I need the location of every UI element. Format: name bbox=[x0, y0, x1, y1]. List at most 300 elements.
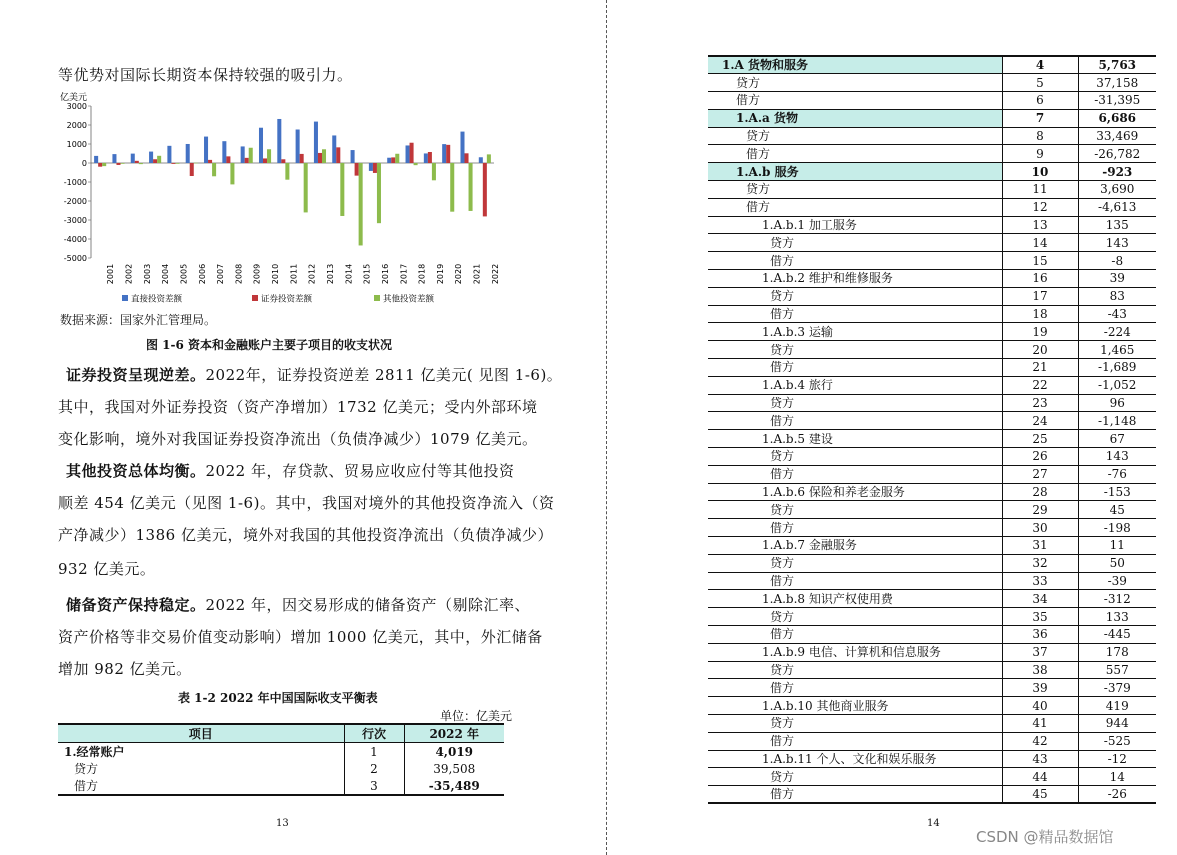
item-cell: 借方 bbox=[708, 92, 1002, 110]
header-cell: 项目 bbox=[58, 724, 344, 743]
text-line bbox=[58, 560, 155, 578]
item-cell: 贷方 bbox=[708, 287, 1002, 305]
value-cell: -26 bbox=[1078, 786, 1156, 804]
value-cell: -76 bbox=[1078, 465, 1156, 483]
item-cell: 贷方 bbox=[708, 714, 1002, 732]
table-row bbox=[708, 786, 1156, 804]
bar-securities-investment bbox=[153, 159, 157, 163]
value-cell: 133 bbox=[1078, 608, 1156, 626]
text-line bbox=[58, 628, 543, 646]
line-text: 资产价格等非交易价值变动影响）增加 1000 亿美元，其中，外汇储备 bbox=[58, 628, 543, 646]
table-row bbox=[708, 127, 1156, 145]
bar-other-investment bbox=[120, 163, 124, 164]
table-row bbox=[708, 287, 1156, 305]
item-cell: 贷方 bbox=[708, 394, 1002, 412]
value-cell: -312 bbox=[1078, 590, 1156, 608]
row-number-cell: 43 bbox=[1002, 750, 1078, 768]
legend-label: 直接投资差额 bbox=[131, 294, 183, 305]
legend-swatch bbox=[252, 295, 258, 301]
value-cell: 33,469 bbox=[1078, 127, 1156, 145]
y-tick-label: 2000 bbox=[66, 121, 87, 130]
x-tick-label: 2015 bbox=[362, 263, 372, 285]
bar-securities-investment bbox=[135, 161, 139, 163]
item-cell: 贷方 bbox=[708, 181, 1002, 199]
table-row bbox=[708, 92, 1156, 110]
x-tick-label: 2009 bbox=[252, 263, 262, 285]
bar-direct-investment bbox=[186, 144, 190, 163]
value-cell: -1,148 bbox=[1078, 412, 1156, 430]
y-tick-label: 1000 bbox=[66, 140, 87, 149]
bar-direct-investment bbox=[479, 157, 483, 163]
bar-direct-investment bbox=[314, 122, 318, 163]
row-number-cell: 30 bbox=[1002, 519, 1078, 537]
table-row bbox=[708, 537, 1156, 555]
item-cell: 1.A.b.2 维护和维修服务 bbox=[708, 270, 1002, 288]
value-cell: 39 bbox=[1078, 270, 1156, 288]
x-tick-label: 2011 bbox=[289, 263, 299, 285]
y-tick-label: 0 bbox=[81, 159, 87, 168]
bar-direct-investment bbox=[387, 158, 391, 163]
value-cell: 67 bbox=[1078, 430, 1156, 448]
table-1-2 bbox=[58, 723, 504, 796]
text-line bbox=[66, 462, 514, 480]
value-cell: 14 bbox=[1078, 768, 1156, 786]
row-number-cell: 21 bbox=[1002, 359, 1078, 377]
legend-label: 其他投资差额 bbox=[383, 294, 435, 305]
table-1-2-continued bbox=[708, 55, 1156, 804]
x-tick-label: 2019 bbox=[435, 263, 445, 285]
table-row bbox=[708, 465, 1156, 483]
bar-securities-investment bbox=[318, 153, 322, 163]
line-text: 变化影响，境外对我国证券投资净流出（负债净减少）1079 亿美元。 bbox=[58, 430, 538, 448]
item-cell: 1.A.b.5 建设 bbox=[708, 430, 1002, 448]
row-number-cell: 31 bbox=[1002, 537, 1078, 555]
table-row bbox=[708, 163, 1156, 181]
value-cell: -525 bbox=[1078, 732, 1156, 750]
table-row bbox=[708, 483, 1156, 501]
bar-other-investment bbox=[359, 163, 363, 245]
item-cell: 贷方 bbox=[708, 608, 1002, 626]
value-cell: 83 bbox=[1078, 287, 1156, 305]
bar-securities-investment bbox=[281, 159, 285, 163]
table-row bbox=[708, 661, 1156, 679]
value-cell: 1,465 bbox=[1078, 341, 1156, 359]
bar-direct-investment bbox=[460, 132, 464, 163]
item-cell: 1.A.b 服务 bbox=[708, 163, 1002, 181]
bar-direct-investment bbox=[332, 135, 336, 163]
item-cell: 1.A.b.10 其他商业服务 bbox=[708, 697, 1002, 715]
item-cell: 贷方 bbox=[708, 554, 1002, 572]
bar-securities-investment bbox=[336, 147, 340, 163]
value-cell: -153 bbox=[1078, 483, 1156, 501]
bar-other-investment bbox=[139, 163, 143, 164]
x-tick-label: 2004 bbox=[161, 263, 171, 285]
legend-swatch bbox=[122, 295, 128, 301]
value-cell: -12 bbox=[1078, 750, 1156, 768]
y-tick-label: -3000 bbox=[63, 216, 87, 225]
line-text: 2022 年，因交易形成的储备资产（剔除汇率、 bbox=[205, 596, 530, 614]
header-cell: 行次 bbox=[344, 724, 404, 743]
bar-securities-investment bbox=[190, 163, 194, 176]
line-text: 顺差 454 亿美元（见图 1-6)。其中，我国对境外的其他投资净流入（资 bbox=[58, 494, 555, 512]
text-line bbox=[58, 398, 537, 416]
table-row bbox=[708, 768, 1156, 786]
y-axis-label: 亿美元 bbox=[60, 93, 88, 103]
line-text: 产净减少）1386 亿美元，境外对我国的其他投资净流出（负债净减少） bbox=[58, 526, 553, 544]
text-line bbox=[58, 430, 537, 448]
bar-other-investment bbox=[212, 163, 216, 176]
row-number-cell: 28 bbox=[1002, 483, 1078, 501]
line-text: 其中，我国对外证券投资（资产净增加）1732 亿美元；受内外部环境 bbox=[58, 398, 538, 416]
bar-other-investment bbox=[249, 148, 253, 163]
figure-caption: 图 1-6 资本和金融账户主要子项目的收支状况 bbox=[146, 338, 393, 352]
row-number-cell: 7 bbox=[1002, 109, 1078, 127]
row-number-cell: 26 bbox=[1002, 448, 1078, 466]
table-row bbox=[58, 760, 504, 777]
item-cell: 借方 bbox=[708, 252, 1002, 270]
value-cell: 419 bbox=[1078, 697, 1156, 715]
bar-securities-investment bbox=[465, 153, 469, 163]
row-number-cell: 42 bbox=[1002, 732, 1078, 750]
table-row bbox=[708, 181, 1156, 199]
value-cell: -379 bbox=[1078, 679, 1156, 697]
x-tick-label: 2005 bbox=[179, 263, 189, 285]
text-line bbox=[58, 660, 192, 678]
bar-direct-investment bbox=[149, 152, 153, 163]
table-unit: 单位：亿美元 bbox=[440, 709, 513, 723]
legend-swatch bbox=[374, 295, 380, 301]
table-row bbox=[708, 234, 1156, 252]
table-row bbox=[708, 56, 1156, 74]
row-number-cell: 12 bbox=[1002, 198, 1078, 216]
table-row bbox=[708, 519, 1156, 537]
table-caption: 表 1-2 2022 年中国国际收支平衡表 bbox=[178, 691, 378, 705]
item-cell: 借方 bbox=[708, 359, 1002, 377]
row-number-cell: 40 bbox=[1002, 697, 1078, 715]
bar-direct-investment bbox=[277, 119, 281, 163]
table-row bbox=[708, 430, 1156, 448]
bar-other-investment bbox=[450, 163, 454, 212]
item-cell: 借方 bbox=[708, 572, 1002, 590]
row-number-cell: 17 bbox=[1002, 287, 1078, 305]
value-cell: -1,052 bbox=[1078, 376, 1156, 394]
x-tick-label: 2013 bbox=[325, 263, 335, 285]
y-tick-label: -5000 bbox=[63, 254, 87, 263]
bar-other-investment bbox=[432, 163, 436, 180]
item-cell: 借方 bbox=[708, 198, 1002, 216]
value-cell: -39 bbox=[1078, 572, 1156, 590]
bar-securities-investment bbox=[373, 163, 377, 173]
x-tick-label: 2012 bbox=[307, 263, 317, 285]
table-row bbox=[708, 501, 1156, 519]
row-number-cell: 14 bbox=[1002, 234, 1078, 252]
bar-securities-investment bbox=[410, 143, 414, 163]
figure-1-6-chart bbox=[58, 92, 498, 307]
bar-direct-investment bbox=[369, 163, 373, 171]
row-number-cell: 11 bbox=[1002, 181, 1078, 199]
page-number-right: 14 bbox=[927, 818, 940, 829]
bar-direct-investment bbox=[241, 146, 245, 163]
bar-securities-investment bbox=[355, 163, 359, 176]
row-number-cell: 18 bbox=[1002, 305, 1078, 323]
table-row bbox=[708, 252, 1156, 270]
bar-direct-investment bbox=[442, 144, 446, 163]
item-cell: 借方 bbox=[58, 777, 344, 795]
text-line bbox=[58, 526, 553, 544]
value-cell: 3,690 bbox=[1078, 181, 1156, 199]
bar-other-investment bbox=[414, 163, 418, 165]
value-cell: 143 bbox=[1078, 234, 1156, 252]
item-cell: 借方 bbox=[708, 679, 1002, 697]
value-cell: 143 bbox=[1078, 448, 1156, 466]
value-cell: -26,782 bbox=[1078, 145, 1156, 163]
value-cell: -35,489 bbox=[404, 777, 504, 795]
row-number-cell: 6 bbox=[1002, 92, 1078, 110]
x-tick-label: 2016 bbox=[380, 263, 390, 285]
table-row bbox=[58, 777, 504, 795]
bar-direct-investment bbox=[131, 154, 135, 163]
bar-other-investment bbox=[194, 163, 198, 164]
row-number-cell: 27 bbox=[1002, 465, 1078, 483]
table-row bbox=[708, 750, 1156, 768]
item-cell: 贷方 bbox=[708, 74, 1002, 92]
legend-label: 证券投资差额 bbox=[261, 294, 313, 305]
x-tick-label: 2007 bbox=[216, 263, 226, 285]
row-number-cell: 24 bbox=[1002, 412, 1078, 430]
item-cell: 1.A.b.7 金融服务 bbox=[708, 537, 1002, 555]
bar-other-investment bbox=[469, 163, 473, 211]
bar-securities-investment bbox=[245, 158, 249, 163]
text-line bbox=[58, 494, 554, 512]
table-row bbox=[708, 145, 1156, 163]
value-cell: 4,019 bbox=[435, 744, 474, 759]
item-cell: 借方 bbox=[708, 465, 1002, 483]
value-cell: 50 bbox=[1078, 554, 1156, 572]
bar-direct-investment bbox=[222, 141, 226, 163]
item-cell: 贷方 bbox=[74, 762, 99, 776]
line-text: 2022年，证券投资逆差 2811 亿美元( 见图 1-6)。 bbox=[205, 366, 563, 384]
item-cell: 1.A.b.11 个人、文化和娱乐服务 bbox=[708, 750, 1002, 768]
table-row bbox=[708, 216, 1156, 234]
row-number-cell: 25 bbox=[1002, 430, 1078, 448]
item-cell: 1.A.b.6 保险和养老金服务 bbox=[708, 483, 1002, 501]
value-cell: -923 bbox=[1078, 163, 1156, 181]
bar-other-investment bbox=[487, 154, 491, 163]
table-row bbox=[708, 341, 1156, 359]
value-cell: -198 bbox=[1078, 519, 1156, 537]
table-row bbox=[708, 608, 1156, 626]
item-cell: 1.A.b.3 运输 bbox=[708, 323, 1002, 341]
row-number-cell: 32 bbox=[1002, 554, 1078, 572]
line-text: 932 亿美元。 bbox=[58, 560, 156, 578]
header-cell: 2022 年 bbox=[404, 724, 504, 743]
table-row bbox=[708, 394, 1156, 412]
row-number-cell: 2 bbox=[344, 760, 404, 777]
table-row bbox=[708, 448, 1156, 466]
table-row bbox=[708, 643, 1156, 661]
table-row bbox=[708, 590, 1156, 608]
x-tick-label: 2014 bbox=[344, 263, 354, 285]
row-number-cell: 37 bbox=[1002, 643, 1078, 661]
row-number-cell: 4 bbox=[1002, 56, 1078, 74]
table-row bbox=[708, 270, 1156, 288]
row-number-cell: 45 bbox=[1002, 786, 1078, 804]
value-cell: 557 bbox=[1078, 661, 1156, 679]
value-cell: 178 bbox=[1078, 643, 1156, 661]
row-number-cell: 13 bbox=[1002, 216, 1078, 234]
table-row bbox=[708, 305, 1156, 323]
text-line bbox=[66, 366, 562, 384]
bar-other-investment bbox=[102, 163, 106, 166]
item-cell: 借方 bbox=[708, 305, 1002, 323]
table-row bbox=[708, 732, 1156, 750]
item-cell: 借方 bbox=[708, 145, 1002, 163]
bar-direct-investment bbox=[112, 154, 116, 163]
bar-securities-investment bbox=[116, 163, 120, 165]
line-text: 等优势对国际长期资本保持较强的吸引力。 bbox=[58, 66, 353, 84]
table-row bbox=[708, 572, 1156, 590]
x-tick-label: 2022 bbox=[490, 263, 500, 285]
x-tick-label: 2003 bbox=[142, 263, 152, 285]
bar-securities-investment bbox=[98, 163, 102, 167]
item-cell: 1.A 货物和服务 bbox=[708, 56, 1002, 74]
item-cell: 借方 bbox=[708, 519, 1002, 537]
x-tick-label: 2018 bbox=[417, 263, 427, 285]
item-cell: 借方 bbox=[708, 626, 1002, 644]
item-cell: 1.A.a 货物 bbox=[708, 109, 1002, 127]
bar-securities-investment bbox=[171, 163, 175, 164]
bar-direct-investment bbox=[424, 153, 428, 163]
row-number-cell: 38 bbox=[1002, 661, 1078, 679]
item-cell: 1.A.b.9 电信、计算机和信息服务 bbox=[708, 643, 1002, 661]
row-number-cell: 9 bbox=[1002, 145, 1078, 163]
bar-securities-investment bbox=[300, 154, 304, 163]
value-cell: -4,613 bbox=[1078, 198, 1156, 216]
row-number-cell: 3 bbox=[344, 777, 404, 795]
table-row bbox=[708, 697, 1156, 715]
line-text: 2022 年，存贷款、贸易应收应付等其他投资 bbox=[205, 462, 515, 480]
text-line bbox=[58, 66, 353, 84]
table-row bbox=[708, 679, 1156, 697]
value-cell: 5,763 bbox=[1078, 56, 1156, 74]
bar-other-investment bbox=[322, 149, 326, 163]
x-tick-label: 2017 bbox=[399, 263, 409, 285]
lead-phrase: 储备资产保持稳定。 bbox=[66, 596, 206, 614]
bar-securities-investment bbox=[446, 145, 450, 163]
y-tick-label: -4000 bbox=[63, 235, 87, 244]
row-number-cell: 36 bbox=[1002, 626, 1078, 644]
value-cell: -43 bbox=[1078, 305, 1156, 323]
bar-other-investment bbox=[304, 163, 308, 212]
value-cell: 135 bbox=[1078, 216, 1156, 234]
y-tick-label: -1000 bbox=[63, 178, 87, 187]
bar-direct-investment bbox=[406, 145, 410, 163]
value-cell: -8 bbox=[1078, 252, 1156, 270]
row-number-cell: 39 bbox=[1002, 679, 1078, 697]
table-row bbox=[58, 743, 504, 761]
item-cell: 贷方 bbox=[708, 768, 1002, 786]
page-divider bbox=[606, 0, 607, 855]
row-number-cell: 15 bbox=[1002, 252, 1078, 270]
y-tick-label: 3000 bbox=[66, 102, 87, 111]
row-number-cell: 1 bbox=[344, 743, 404, 761]
bar-direct-investment bbox=[94, 156, 98, 163]
value-cell: -31,395 bbox=[1078, 92, 1156, 110]
value-cell: 11 bbox=[1078, 537, 1156, 555]
value-cell: 37,158 bbox=[1078, 74, 1156, 92]
lead-phrase: 其他投资总体均衡。 bbox=[66, 462, 206, 480]
x-tick-label: 2002 bbox=[124, 263, 134, 285]
x-tick-label: 2010 bbox=[271, 263, 281, 285]
item-cell: 借方 bbox=[708, 732, 1002, 750]
bar-securities-investment bbox=[428, 152, 432, 163]
bar-other-investment bbox=[340, 163, 344, 216]
value-cell: -445 bbox=[1078, 626, 1156, 644]
bar-direct-investment bbox=[167, 146, 171, 163]
row-number-cell: 20 bbox=[1002, 341, 1078, 359]
row-number-cell: 41 bbox=[1002, 714, 1078, 732]
bar-securities-investment bbox=[263, 158, 267, 163]
x-tick-label: 2001 bbox=[106, 263, 116, 285]
bar-other-investment bbox=[230, 163, 234, 184]
row-number-cell: 35 bbox=[1002, 608, 1078, 626]
x-tick-label: 2020 bbox=[454, 263, 464, 285]
bar-securities-investment bbox=[226, 156, 230, 163]
x-tick-label: 2021 bbox=[472, 263, 482, 285]
value-cell: -224 bbox=[1078, 323, 1156, 341]
bar-direct-investment bbox=[351, 150, 355, 163]
row-number-cell: 29 bbox=[1002, 501, 1078, 519]
row-number-cell: 23 bbox=[1002, 394, 1078, 412]
value-cell: 39,508 bbox=[433, 761, 476, 776]
item-cell: 1.A.b.4 旅行 bbox=[708, 376, 1002, 394]
row-number-cell: 19 bbox=[1002, 323, 1078, 341]
y-tick-label: -2000 bbox=[63, 197, 87, 206]
value-cell: 6,686 bbox=[1078, 109, 1156, 127]
value-cell: -1,689 bbox=[1078, 359, 1156, 377]
bar-direct-investment bbox=[259, 128, 263, 163]
table-row bbox=[708, 74, 1156, 92]
bar-other-investment bbox=[285, 163, 289, 180]
bar-securities-investment bbox=[208, 160, 212, 163]
row-number-cell: 16 bbox=[1002, 270, 1078, 288]
bar-other-investment bbox=[157, 156, 161, 163]
bar-other-investment bbox=[175, 163, 179, 164]
line-text: 增加 982 亿美元。 bbox=[58, 660, 192, 678]
row-number-cell: 33 bbox=[1002, 572, 1078, 590]
lead-phrase: 证券投资呈现逆差。 bbox=[66, 366, 206, 384]
table-row bbox=[708, 412, 1156, 430]
watermark: CSDN @精品数据馆 bbox=[976, 828, 1114, 846]
item-cell: 1.经常账户 bbox=[64, 745, 125, 759]
bar-direct-investment bbox=[296, 130, 300, 163]
row-number-cell: 44 bbox=[1002, 768, 1078, 786]
row-number-cell: 8 bbox=[1002, 127, 1078, 145]
bar-other-investment bbox=[377, 163, 381, 223]
x-tick-label: 2006 bbox=[197, 263, 207, 285]
table-header bbox=[58, 724, 504, 743]
bar-other-investment bbox=[267, 149, 271, 163]
value-cell: 944 bbox=[1078, 714, 1156, 732]
table-row bbox=[708, 626, 1156, 644]
row-number-cell: 10 bbox=[1002, 163, 1078, 181]
item-cell: 贷方 bbox=[708, 448, 1002, 466]
table-row bbox=[708, 359, 1156, 377]
item-cell: 贷方 bbox=[708, 501, 1002, 519]
item-cell: 1.A.b.1 加工服务 bbox=[708, 216, 1002, 234]
table-row bbox=[708, 554, 1156, 572]
item-cell: 贷方 bbox=[708, 127, 1002, 145]
